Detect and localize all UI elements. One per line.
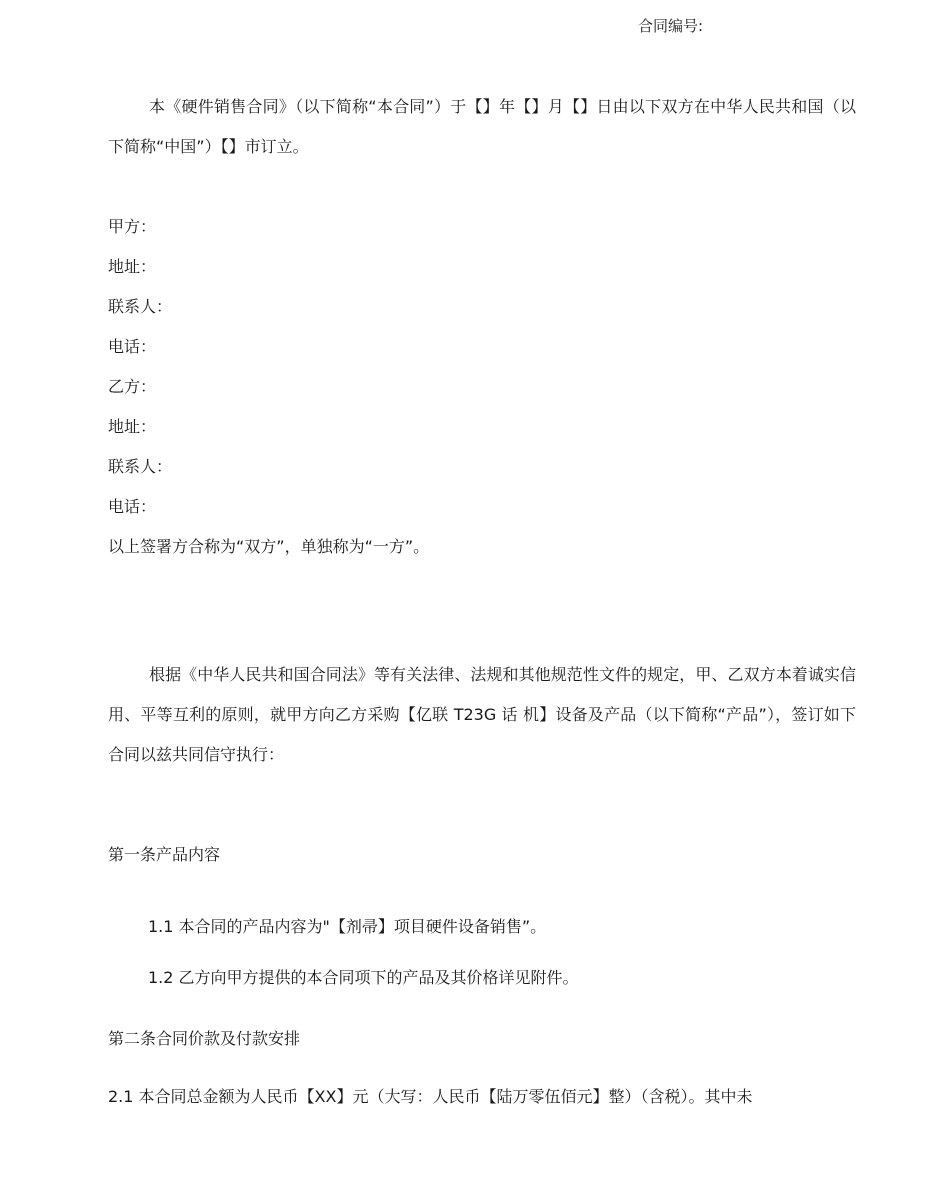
parties-section: [108, 207, 856, 567]
party-a-phone-label: 电话：: [108, 337, 157, 356]
article-2-heading: 第二条合同价款及付款安排: [108, 1029, 301, 1048]
clause-2-1: 2.1 本合同总金额为人民币【XX】元（大写：人民币【陆万零伍佰元】整）（含税）。其中未: [108, 1087, 753, 1106]
party-a-label: 甲方：: [108, 217, 157, 236]
parties-collective-note: 以上签署方合称为“双方”，单独称为“一方”。: [108, 537, 430, 556]
party-b-contact-label: 联系人：: [108, 457, 173, 476]
party-a-address-label: 地址：: [108, 257, 157, 276]
party-b-phone-label: 电话：: [108, 497, 157, 516]
party-b-label: 乙方：: [108, 377, 157, 396]
clause-1-2: 1.2 乙方向甲方提供的本合同项下的产品及其价格详见附件。: [148, 968, 579, 987]
article-1-heading: 第一条产品内容: [108, 845, 221, 864]
party-a-contact-label: 联系人：: [108, 297, 173, 316]
clause-1-1: 1.1 本合同的产品内容为"【剂帚】项目硬件设备销售”。: [148, 917, 547, 936]
contract-number-label: 合同编号:: [638, 17, 704, 35]
basis-paragraph: 根据《中华人民共和国合同法》等有关法律、法规和其他规范性文件的规定，甲、乙双方本着诚实信用、平等互利的原则，就甲方向乙方采购【亿联 T23G 话 机】设备及产品（以下简称“产品”），签订如下合同以兹共同信守执行：: [108, 665, 856, 764]
party-b-address-label: 地址：: [108, 417, 157, 436]
intro-paragraph: 本《硬件销售合同》（以下简称“本合同”）于【】年【】月【】日由以下双方在中华人民共和国（以下简称“中国”）【】市订立。: [108, 97, 856, 156]
